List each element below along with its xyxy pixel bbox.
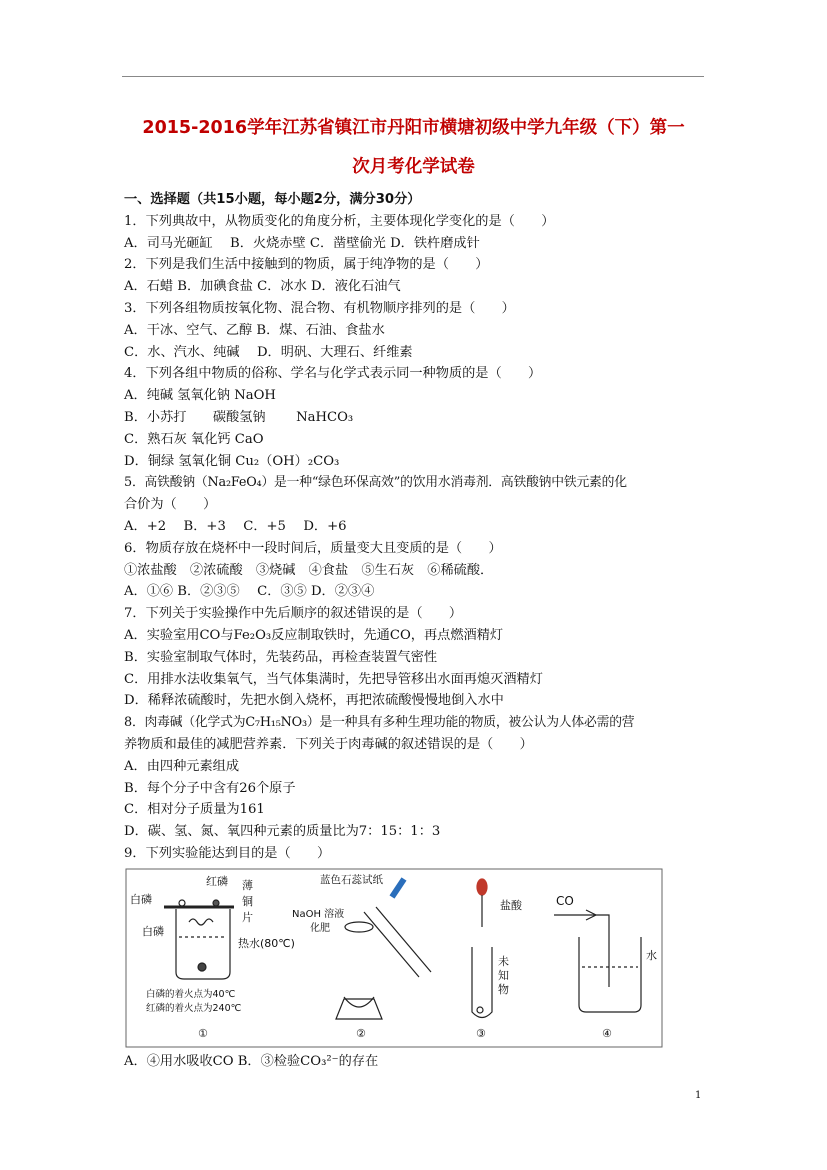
- q4-option-b: B．小苏打 碳酸氢钠 NaHCO₃: [124, 409, 354, 425]
- white-phosphorus-top: [179, 900, 185, 906]
- question-5-line2: 合价为（ ）: [124, 497, 217, 513]
- label-litmus: 蓝色石蕊试纸: [320, 873, 383, 886]
- apparatus-3-dropper: [472, 879, 492, 1018]
- q4-option-a: A．纯碱 氢氧化钠 NaOH: [124, 388, 276, 404]
- clamp: [345, 922, 373, 932]
- q2-options: A．石蜡 B．加碘食盐 C．冰水 D．液化石油气: [124, 279, 401, 295]
- page-number: 1: [695, 1090, 702, 1101]
- apparatus-4-co-water: [554, 910, 641, 1012]
- gas-tube: [594, 915, 609, 987]
- label-water: 水: [646, 948, 657, 962]
- page-title-line2: 次月考化学试卷: [352, 157, 475, 177]
- label-thin-3: 片: [242, 910, 253, 924]
- litmus-paper: [392, 879, 404, 897]
- question-5-line1: 5．高铁酸钠（Na₂FeO₄）是一种“绿色环保高效”的饮用水消毒剂．高铁酸钠中铁元素的化: [124, 475, 627, 491]
- q8-option-b: B．每个分子中含有26个原子: [124, 780, 296, 796]
- label-ignite-1: 白磷的着火点为40℃: [146, 988, 236, 1000]
- apparatus-2-heating: [336, 879, 431, 1019]
- q7-option-d: D．稀释浓硫酸时，先把水倒入烧杯，再把浓硫酸慢慢地倒入水中: [124, 693, 504, 709]
- q6-options: A．①⑥ B．②③⑤ C．③⑤ D．②③④: [124, 584, 375, 600]
- test-tube-3: [472, 947, 492, 1018]
- dropper-bulb: [477, 879, 487, 895]
- question-8-line2: 养物质和最佳的减肥营养素．下列关于肉毒碱的叙述错误的是（ ）: [124, 736, 533, 752]
- q8-option-a: A．由四种元素组成: [124, 758, 240, 774]
- beaker-4: [579, 937, 641, 1012]
- label-num-4: ④: [602, 1026, 612, 1040]
- question-7: 7．下列关于实验操作中先后顺序的叙述错误的是（ ）: [124, 606, 463, 622]
- label-ignite-2: 红磷的着火点为240℃: [146, 1002, 242, 1014]
- alcohol-lamp: [336, 999, 382, 1019]
- q4-option-d: D．铜绿 氢氧化铜 Cu₂（OH）₂CO₃: [124, 453, 340, 469]
- page-title-line1: 2015-2016学年江苏省镇江市丹阳市横塘初级中学九年级（下）第一: [142, 118, 685, 138]
- label-naoh-2: 化肥: [310, 922, 330, 934]
- test-tube-wall-1: [364, 912, 419, 977]
- q8-option-d: D．碳、氢、氮、氧四种元素的质量比为7：15：1：3: [124, 824, 441, 840]
- label-unknown-1: 未: [498, 954, 509, 968]
- label-num-2: ②: [356, 1026, 366, 1040]
- q7-option-c: C．用排水法收集氧气，当气体集满时，先把导管移出水面再熄灭酒精灯: [124, 671, 543, 687]
- q9-options: A．④用水吸收CO B．③检验CO₃²⁻的存在: [124, 1053, 379, 1069]
- question-9: 9．下列实验能达到目的是（ ）: [124, 845, 331, 861]
- label-num-1: ①: [198, 1026, 208, 1040]
- red-phosphorus: [213, 900, 219, 906]
- q4-option-c: C．熟石灰 氧化钙 CaO: [124, 431, 264, 447]
- q3-option-cd: C．水、汽水、纯碱 D．明矾、大理石、纤维素: [124, 344, 413, 360]
- q3-option-ab: A．干冰、空气、乙醇 B．煤、石油、食盐水: [124, 322, 385, 338]
- q5-options: A．+2 B．+3 C．+5 D．+6: [124, 518, 347, 534]
- q6-items: ①浓盐酸 ②浓硫酸 ③烧碱 ④食盐 ⑤生石灰 ⑥稀硫酸．: [124, 562, 494, 578]
- label-hot-water: 热水(80℃): [238, 936, 295, 950]
- experiment-drawings: [124, 867, 664, 1051]
- label-num-3: ③: [476, 1026, 486, 1040]
- unknown-solid: [477, 1007, 483, 1013]
- q8-option-c: C．相对分子质量为161: [124, 802, 265, 818]
- label-unknown-2: 知: [498, 968, 509, 982]
- label-white-p-top: 白磷: [130, 892, 152, 906]
- label-naoh-1: NaOH 溶液: [292, 908, 345, 920]
- header-rule: [122, 76, 704, 77]
- label-co: CO: [556, 893, 574, 908]
- q7-option-b: B．实验室制取气体时，先装药品，再检查装置气密性: [124, 649, 438, 665]
- label-unknown-3: 物: [498, 982, 509, 996]
- question-8-line1: 8．肉毒碱（化学式为C₇H₁₅NO₃）是一种具有多种生理功能的物质，被公认为人体必需的营: [124, 715, 635, 731]
- exam-body: [124, 189, 708, 1073]
- label-hcl: 盐酸: [500, 898, 522, 912]
- label-thin-2: 铜: [242, 894, 253, 908]
- label-white-p-bottom: 白磷: [142, 924, 164, 938]
- question-1: 1．下列典故中，从物质变化的角度分析，主要体现化学变化的是（ ）: [124, 213, 555, 229]
- apparatus-1-beaker: [164, 900, 234, 979]
- q1-options: A．司马光砸缸 B．火烧赤壁 C．凿壁偷光 D．铁杵磨成针: [124, 235, 480, 251]
- label-thin-1: 薄: [242, 878, 253, 892]
- white-phosphorus-bottom: [198, 963, 206, 971]
- q9-experiment-figure: [124, 867, 708, 1051]
- test-tube-wall-2: [376, 907, 431, 972]
- question-3: 3．下列各组物质按氧化物、混合物、有机物顺序排列的是（ ）: [124, 300, 515, 316]
- section-heading: 一、选择题（共15小题，每小题2分，满分30分）: [124, 192, 421, 207]
- label-red-p: 红磷: [206, 874, 228, 888]
- q7-option-a: A．实验室用CO与Fe₂O₃反应制取铁时，先通CO，再点燃酒精灯: [124, 627, 504, 643]
- steam-1: [189, 919, 213, 925]
- question-6: 6．物质存放在烧杯中一段时间后，质量变大且变质的是（ ）: [124, 540, 502, 556]
- question-4: 4．下列各组中物质的俗称、学名与化学式表示同一种物质的是（ ）: [124, 366, 542, 382]
- question-2: 2．下列是我们生活中接触到的物质，属于纯净物的是（ ）: [124, 257, 489, 273]
